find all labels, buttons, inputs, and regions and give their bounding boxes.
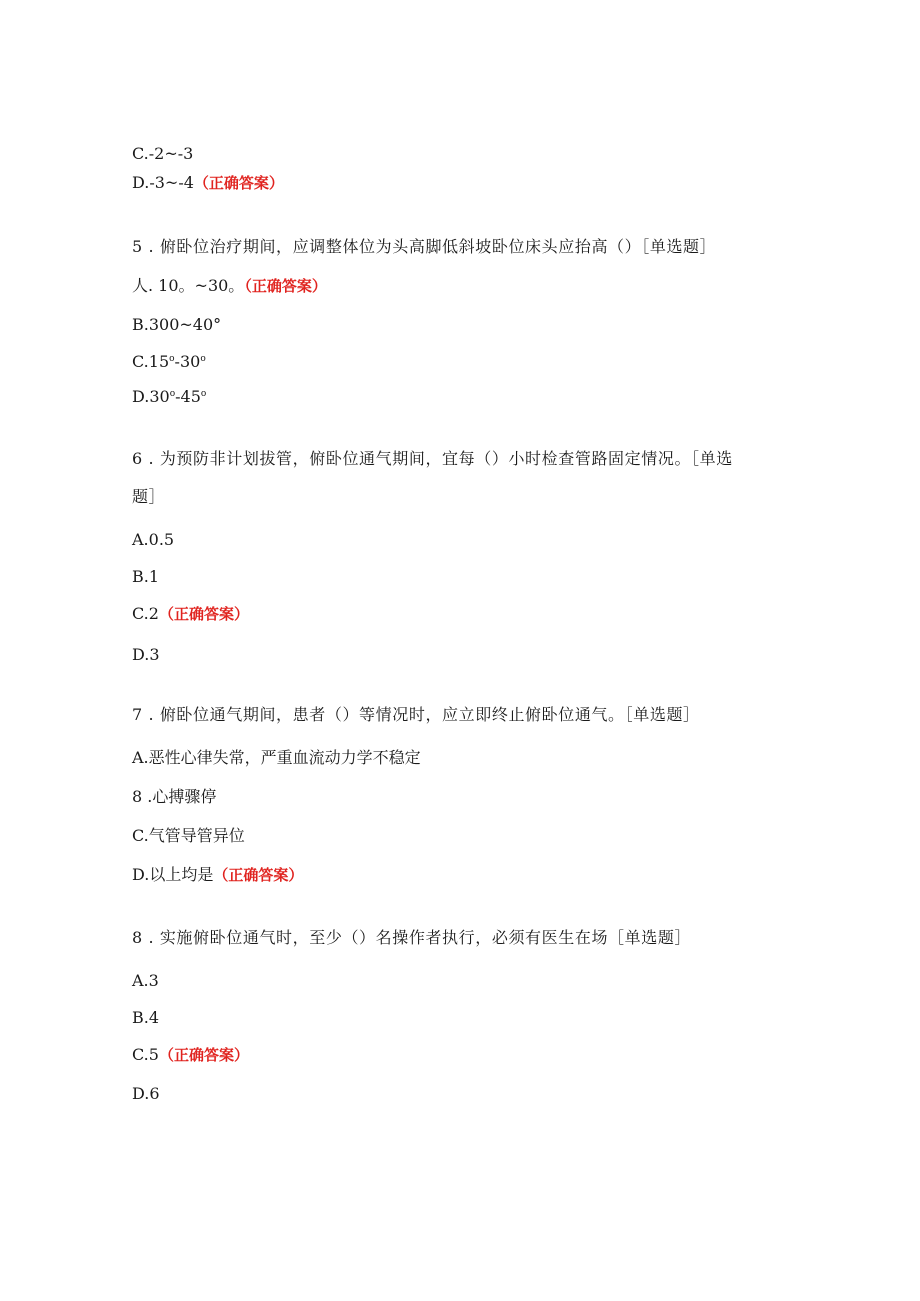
option-d-prev [132,173,284,193]
option-text: B.300~40° [132,315,222,334]
question-8-option-d [132,1084,160,1104]
question-8 [132,928,691,948]
question-5-option-a [132,276,327,296]
option-text: A.恶性心律失常，严重血流动力学不稳定 [132,748,421,767]
correct-answer-tag: （正确答案） [244,277,327,295]
question-7-option-b [132,787,216,807]
question-text: 8 . 实施俯卧位通气时，至少（）名操作者执行，必须有医生在场［单选题］ [132,928,692,947]
option-text: 8 .心搏骤停 [132,787,217,806]
option-text: C.-2~-3 [132,144,194,163]
question-8-option-c [132,1045,249,1065]
question-6-continued [132,487,165,507]
degree-mark: o [200,389,207,399]
option-text-part: C.15 [132,352,170,371]
degree-mark: o [200,354,206,364]
question-8-option-a [132,971,159,991]
question-text: 7 . 俯卧位通气期间，患者（）等情况时，应立即终止俯卧位通气。［单选题］ [132,705,700,724]
question-5-option-b [132,315,221,335]
option-text-part: D.30 [132,387,170,406]
option-c-prev [132,144,193,164]
question-7-option-a [132,748,421,768]
option-text: C.气管导管异位 [132,826,245,845]
option-text: B.1 [132,567,160,586]
question-5 [132,237,716,257]
question-5-option-d [132,387,206,407]
question-6-option-a [132,530,174,550]
option-text: 人. 10。~30。 [132,276,245,295]
option-text: D.3 [132,645,160,664]
question-7 [132,705,700,725]
correct-answer-tag: （正确答案） [158,1046,249,1064]
option-text: D.-3~-4 [132,173,194,192]
question-6-option-c [132,604,249,624]
option-text: C.2 [132,604,159,623]
degree-mark: o [169,354,175,364]
question-text: 题］ [132,487,166,506]
correct-answer-tag: （正确答案） [193,174,284,192]
option-text-part: -45 [175,387,201,406]
degree-mark: o [169,389,176,399]
question-7-option-c [132,826,245,846]
question-6-option-b [132,567,159,587]
question-6-option-d [132,645,160,665]
option-text: D.以上均是 [132,865,214,884]
question-5-option-c [132,352,206,372]
option-text: D.6 [132,1084,160,1103]
question-8-option-b [132,1008,159,1028]
question-7-option-d [132,865,303,885]
question-text: 5 . 俯卧位治疗期间，应调整体位为头高脚低斜坡卧位床头应抬高（）［单选题］ [132,237,717,256]
option-text: A.3 [132,971,159,990]
question-text: 6 . 为预防非计划拔管，俯卧位通气期间，宜每（）小时检查管路固定情况。［单选 [132,449,733,468]
option-text: A.0.5 [132,530,175,549]
option-text: B.4 [132,1008,160,1027]
option-text: C.5 [132,1045,159,1064]
option-text-part: -30 [174,352,201,371]
correct-answer-tag: （正确答案） [158,605,249,623]
question-6 [132,449,733,469]
correct-answer-tag: （正确答案） [213,866,304,884]
